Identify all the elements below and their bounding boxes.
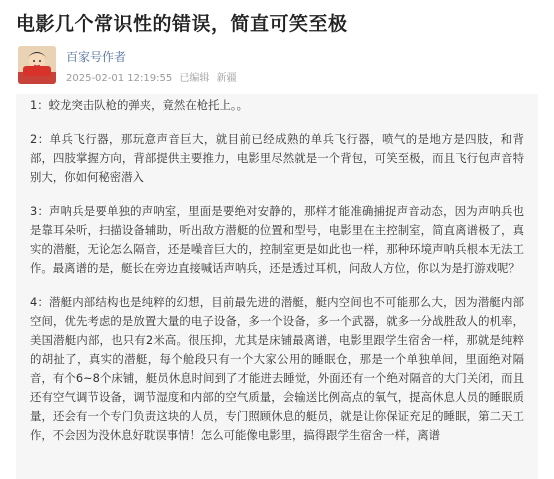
author-avatar[interactable] <box>18 46 56 84</box>
article-body <box>16 94 538 479</box>
avatar-image <box>18 46 56 84</box>
post-meta <box>66 69 241 84</box>
text-fade-overlay <box>432 457 522 479</box>
paragraph-2: 2：单兵飞行器，那玩意声音巨大，就目前已经成熟的单兵飞行器，喷气的是地方是四肢，和背部，四肢掌握方向，背部提供主要推力，电影里尽然就是一个背包，可笑至极，而且飞行包声音特别大，你如何秘密潜入 <box>30 132 524 184</box>
post-date: 2025-02-01 12:19:55 <box>66 73 173 84</box>
article-title: 电影几个常识性的错误，简直可笑至极 <box>16 13 348 35</box>
paragraph-3: 3：声呐兵是要单独的声呐室，里面是要绝对安静的，那样才能准确捕捉声音动态，因为声呐兵也是靠耳朵听，扫描设备辅助，听出敌方潜艇的位置和型号，电影里在主控制室，简直离谱极了，真实的潜艇，无论怎么隔音，还是噪音巨大的，控制室更是如此也一样，那种环境声呐兵根本无法工作。最离谱的是，艇长在旁边直接喊话声呐兵，还是透过耳机，问敌人方位，你以为是打游戏呢？ <box>30 204 524 275</box>
paragraph-1: 1：蛟龙突击队枪的弹夹，竟然在枪托上。。 <box>30 98 248 112</box>
post-location: 新疆 <box>216 73 237 84</box>
paragraph-4: 4：潜艇内部结构也是纯粹的幻想，目前最先进的潜艇，艇内空间也不可能那么大，因为潜艇内部空间，优先考虑的是放置大量的电子设备，多一个设备，多一个武器，就多一分战胜敌人的机率，美国潜艇内部，也只有2米高。很压抑，尤其是床铺最离谱，电影里跟学生宿舍一样，那就是纯粹的胡扯了，真实的潜艇，每个舱段只有一个大家公用的睡眠仓，那是一个单独单间，里面绝对隔音，有个6~8个床铺，艇员休息时间到了才能进去睡觉，外面还有一个绝对隔音的大门关闭，而且还有空气调节设备，调节湿度和内部的空气质量，会输送比例高点的氧气，提高休息人员的睡眠质量，还会有一个专门负责这块的人员，专门照顾休息的艇员，就是让你保证充足的睡眠，第二天工作，不会因为没休息好耽误事情！怎么可能像电影里，搞得跟学生宿舍一样，离谱 <box>30 295 524 442</box>
edited-status: 已编辑 <box>179 73 210 84</box>
author-name[interactable]: 百家号作者 <box>66 50 127 64</box>
